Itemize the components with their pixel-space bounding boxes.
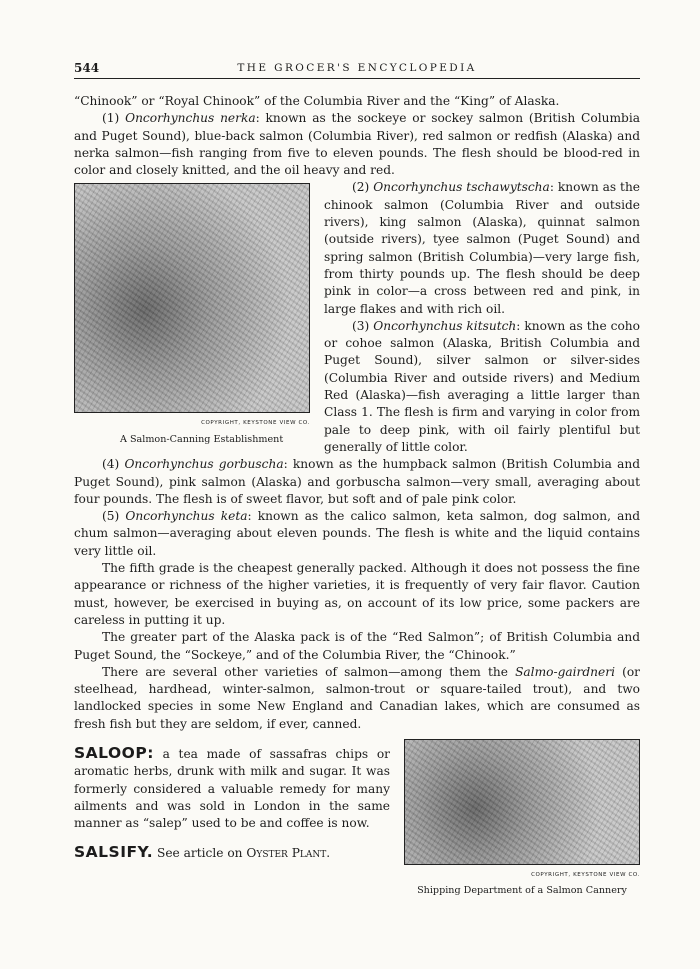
species-name: Oncorhynchus nerka: [125, 111, 256, 126]
photo-credit: COPYRIGHT, KEYSTONE VIEW CO.: [531, 871, 640, 878]
figure-caption: Shipping Department of a Salmon Cannery: [417, 885, 627, 897]
paragraph-tschawytscha: (2) Oncorhynchus tschawytscha: known as the chinook salmon (Columbia River and outside rivers), king salmon (Alaska), quinnat salmon (outside rivers), tyee salmon (Puget Sound) and spring salmon (British Columbia)—very large fish, from thirty pounds up. The flesh should be deep pink in color—a cross between red and pink, in large flakes and with rich oil.: [324, 180, 641, 316]
figure-caption: A Salmon-Canning Establishment: [120, 433, 284, 445]
photo-credit: COPYRIGHT, KEYSTONE VIEW CO.: [201, 420, 310, 427]
cross-reference: Oyster Plant: [246, 846, 327, 861]
species-name: Salmo-gairdneri: [515, 664, 615, 679]
paragraph-other-varieties: There are several other varieties of salmon—among them the Salmo-gairdneri (or steelhead, hardhead, winter-salmon, salmon-trout or square-tailed trout), and two landlocked species in some New England and Canadian lakes, which are consumed as fresh fish but they are seldom, if ever, canned.: [74, 664, 640, 731]
paragraph-chinook-end: “Chinook” or “Royal Chinook” of the Columbia River and the “King” of Alaska.: [74, 94, 560, 108]
species-name: Oncorhynchus gorbuscha: [124, 457, 284, 472]
paragraph-fifth-grade: The fifth grade is the cheapest generally packed. Although it does not possess the fine appearance or richness of the higher varieties, it is frequently of very fair flavor. Caution must, however, be exercised in buying as, on account of its low price, some packers are careless in putting it up.: [74, 561, 640, 627]
headword-salsify: SALSIFY.: [74, 843, 154, 862]
figure-shipping-department: [404, 739, 640, 896]
photo-shipping-department: [404, 739, 640, 865]
page-number: 544: [74, 61, 100, 75]
running-title: THE GROCER'S ENCYCLOPEDIA: [237, 62, 477, 74]
headword-saloop: SALOOP:: [74, 743, 154, 762]
entry-saloop: SALOOP: a tea made of sassafras chips or aromatic herbs, drunk with milk and sugar. It was formerly considered a valuable remedy for many ailments and was sold in London in the same manner as “salep” used to be and coffee is now.: [74, 743, 390, 831]
species-name: Oncorhynchus keta: [125, 509, 248, 524]
article-body: [74, 93, 640, 896]
species-name: Oncorhynchus tschawytscha: [373, 180, 550, 195]
figure-salmon-canning: [74, 183, 310, 444]
paragraph-gorbuscha: (4) Oncorhynchus gorbuscha: known as the humpback salmon (British Columbia and Puget Sound), pink salmon (Alaska) and gorbuscha salmon—very small, averaging about four pounds. The flesh is of sweet flavor, but soft and of pale pink color.: [74, 457, 640, 506]
paragraph-keta: (5) Oncorhynchus keta: known as the calico salmon, keta salmon, dog salmon, and chum salmon—averaging about eleven pounds. The flesh is white and the liquid contains very little oil.: [74, 509, 641, 558]
running-header: [74, 60, 640, 79]
entry-salsify: SALSIFY. See article on Oyster Plant.: [74, 843, 331, 862]
paragraph-alaska-pack: The greater part of the Alaska pack is of the “Red Salmon”; of British Columbia and Puget Sound, the “Sockeye,” and of the Columbia River, the “Chinook.”: [74, 630, 640, 662]
paragraph-kitsutch: (3) Oncorhynchus kitsutch: known as the coho or cohoe salmon (Alaska, British Columbia and Puget Sound), silver salmon or silver-sides (Columbia River and outside rivers) and Medium Red (Alaska)—fish averaging a little larger than Class 1. The flesh is firm and varying in color from pale to deep pink, with oil fairly plentiful but generally of little color.: [324, 318, 640, 454]
photo-salmon-canning: [74, 183, 310, 413]
species-name: Oncorhynchus kitsutch: [373, 318, 517, 333]
paragraph-nerka: (1) Oncorhynchus nerka: known as the sockeye or sockey salmon (British Columbia and Puget Sound), blue-back salmon (Columbia River), red salmon or redfish (Alaska) and nerka salmon—fish ranging from five to eleven pounds. The flesh should be blood-red in color and closely knitted, and the oil heavy and red.: [74, 111, 640, 178]
page: [74, 60, 640, 940]
